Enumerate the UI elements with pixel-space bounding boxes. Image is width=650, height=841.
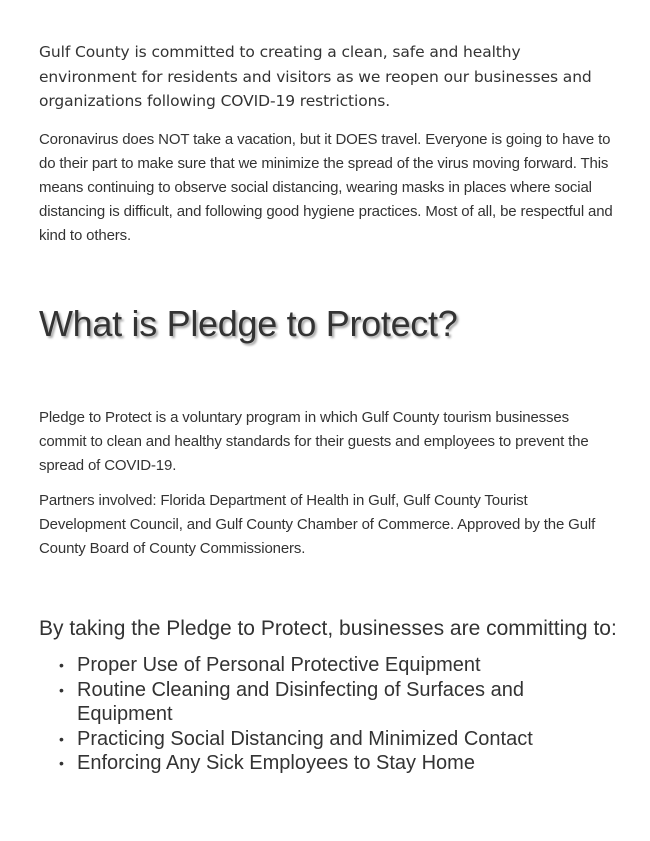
intro-paragraph: Gulf County is committed to creating a clean, safe and healthy environment for residents and visitors as we reopen our businesses and organizations following COVID-19 restrictions. [39, 43, 592, 110]
travel-paragraph: Coronavirus does NOT take a vacation, but it DOES travel. Everyone is going to have to do their part to make sure that we minimize the spread of the virus moving forward. This means continuing to observe social distancing, wearing masks in places where social distancing is difficult, and following good hygiene practices. Most of all, be respectful and kind to others. [39, 130, 613, 244]
bullet-icon: • [59, 730, 64, 747]
bullet-icon: • [59, 681, 64, 698]
list-item [39, 727, 614, 752]
commitment-text: Routine Cleaning and Disinfecting of Surfaces and Equipment [77, 678, 524, 725]
list-item [39, 751, 614, 776]
commitment-text: Proper Use of Personal Protective Equipment [77, 654, 481, 676]
commitment-text: Practicing Social Distancing and Minimized Contact [77, 727, 533, 750]
commitments-subheading: By taking the Pledge to Protect, businesses are committing to: [39, 617, 617, 640]
list-item [39, 653, 614, 678]
list-item [39, 678, 614, 727]
bullet-icon: • [59, 657, 64, 673]
document-page [39, 40, 617, 774]
bullet-icon: • [59, 755, 64, 771]
program-section [39, 406, 614, 561]
page-heading: What is Pledge to Protect? [39, 303, 458, 344]
commitment-text: Enforcing Any Sick Employees to Stay Home [77, 752, 475, 774]
program-paragraph: Pledge to Protect is a voluntary program in which Gulf County tourism businesses commit to clean and healthy standards for their guests and employees to prevent the spread of COVID-19. [39, 409, 589, 474]
partners-paragraph: Partners involved: Florida Department of Health in Gulf, Gulf County Tourist Development Council, and Gulf County Chamber of Commerce. Approved by the Gulf County Board of County Commissioners. [39, 492, 596, 557]
commitments-list [39, 653, 614, 776]
